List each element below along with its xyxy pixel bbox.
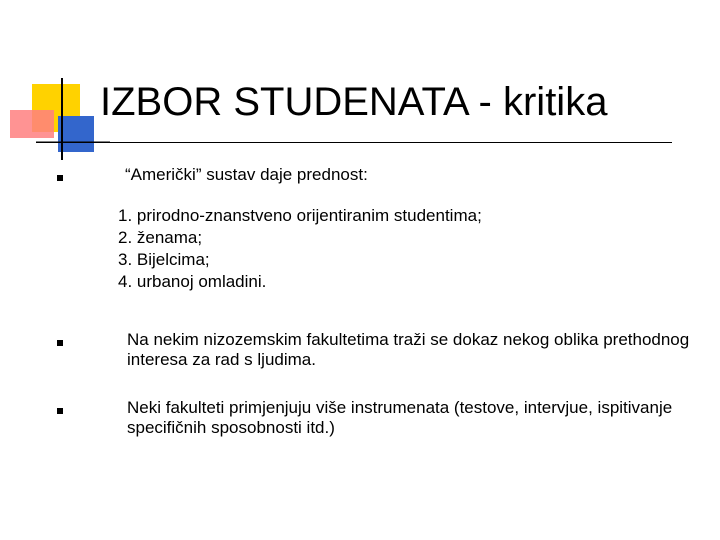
title-divider (36, 142, 672, 143)
list-item: 1. prirodno-znanstveno orijentiranim studentima; (118, 206, 482, 225)
bullet-text: Neki fakulteti primjenjuju više instrumenata (testove, intervjue, ispitivanje specifičnih sposobnosti itd.) (127, 398, 673, 437)
bullet-text: Na nekim nizozemskim fakultetima traži se dokaz nekog oblika prethodnog interesa za rad s ljudima. (127, 330, 690, 369)
square-bullet-icon (57, 408, 63, 414)
square-bullet-icon (57, 340, 63, 346)
slide-title: IZBOR STUDENATA - kritika (100, 80, 608, 124)
square-bullet-icon (57, 175, 63, 181)
list-item: 3. Bijelcima; (118, 250, 210, 269)
numbered-list (118, 205, 482, 293)
bullet-text: “Američki” sustav daje prednost: (125, 165, 368, 184)
logo-blue-square (58, 116, 94, 152)
logo-red-square (10, 110, 54, 138)
list-item: 2. ženama; (118, 228, 203, 247)
list-item: 4. urbanoj omladini. (118, 272, 267, 291)
